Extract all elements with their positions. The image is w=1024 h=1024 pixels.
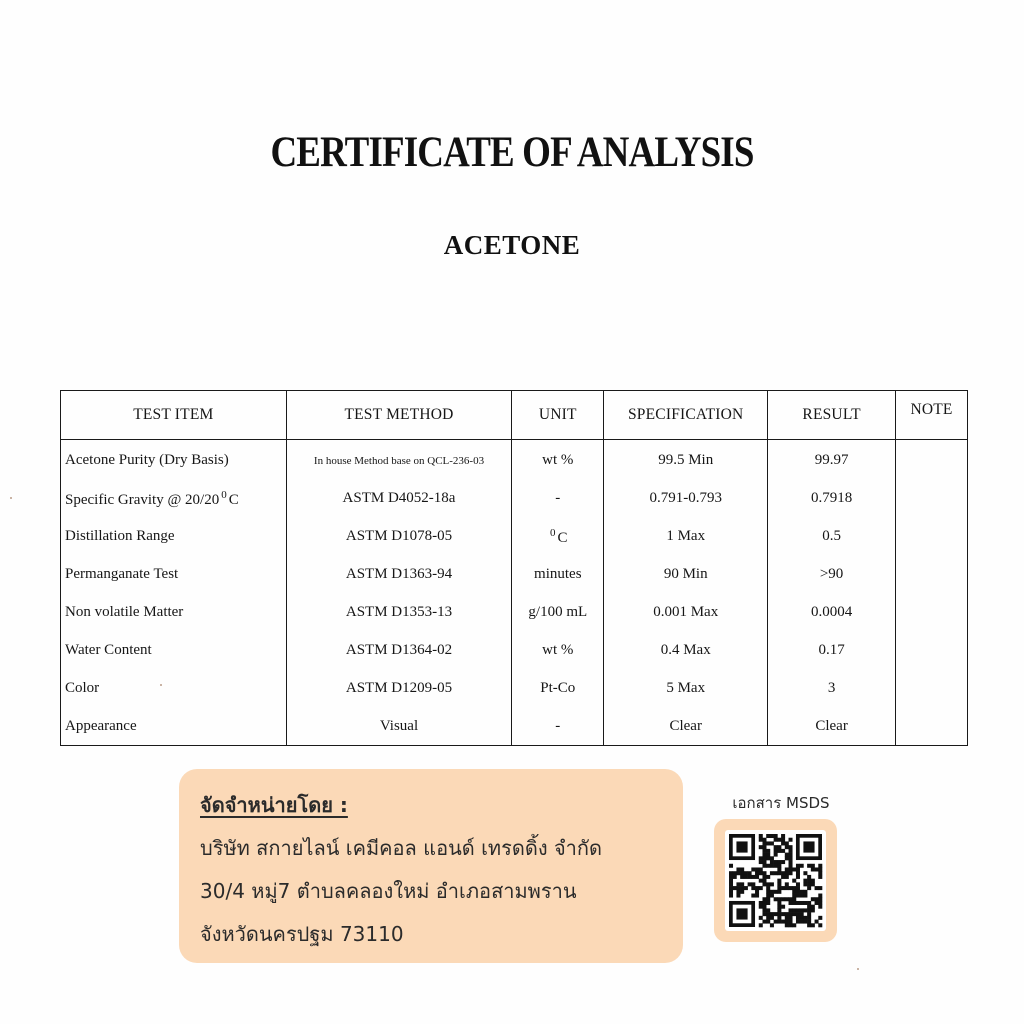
header-unit: UNIT: [512, 391, 604, 440]
analysis-table: [60, 390, 968, 746]
qr-code-graphic: [725, 830, 826, 931]
note-cell: [896, 518, 968, 556]
result-cell: 0.0004: [768, 594, 896, 632]
distributor-province: จังหวัดนครปฐม 73110: [200, 922, 404, 946]
test-item-cell: Acetone Purity (Dry Basis): [61, 440, 287, 480]
degree-superscript: 0: [221, 488, 227, 501]
specification-cell: 90 Min: [604, 556, 768, 594]
table-row: [61, 556, 968, 594]
table-row: [61, 480, 968, 518]
msds-qr-frame[interactable]: [714, 819, 837, 942]
unit-cell: -: [512, 480, 604, 518]
test-item-cell: Color: [61, 669, 287, 707]
header-note: NOTE: [896, 391, 968, 440]
header-specification: SPECIFICATION: [604, 391, 768, 440]
test-method-cell: ASTM D1353-13: [286, 594, 512, 632]
table-row: [61, 631, 968, 669]
specification-cell: 0.791-0.793: [604, 480, 768, 518]
unit-cell: wt %: [512, 440, 604, 480]
test-method-cell: ASTM D1078-05: [286, 518, 512, 556]
scan-speck: [857, 968, 859, 970]
result-cell: 0.7918: [768, 480, 896, 518]
celsius-symbol: C: [228, 491, 239, 508]
celsius-symbol: C: [557, 529, 568, 546]
note-cell: [896, 480, 968, 518]
specification-cell: 0.001 Max: [604, 594, 768, 632]
test-method-cell: ASTM D1209-05: [286, 669, 512, 707]
header-result: RESULT: [768, 391, 896, 440]
specification-cell: 1 Max: [604, 518, 768, 556]
result-cell: 99.97: [768, 440, 896, 480]
scan-speck: [160, 684, 162, 686]
unit-cell: Pt-Co: [512, 669, 604, 707]
result-cell: >90: [768, 556, 896, 594]
document-subtitle: ACETONE: [443, 230, 581, 260]
distributor-heading: จัดจำหน่ายโดย :: [200, 793, 348, 817]
result-cell: Clear: [768, 707, 896, 745]
test-item-cell: Non volatile Matter: [61, 594, 287, 632]
unit-cell: minutes: [512, 556, 604, 594]
result-cell: 3: [768, 669, 896, 707]
header-test-item: TEST ITEM: [61, 391, 287, 440]
result-cell: 0.5: [768, 518, 896, 556]
table-row: [61, 669, 968, 707]
test-method-cell: Visual: [286, 707, 512, 745]
specification-cell: Clear: [604, 707, 768, 745]
distributor-address: 30/4 หมู่7 ตำบลคลองใหม่ อำเภอสามพราน: [200, 879, 577, 903]
test-item-cell: Appearance: [61, 707, 287, 745]
test-item-cell: Permanganate Test: [61, 556, 287, 594]
note-cell: [896, 631, 968, 669]
header-test-method: TEST METHOD: [286, 391, 512, 440]
specification-cell: 0.4 Max: [604, 631, 768, 669]
test-method-cell: In house Method base on QCL-236-03: [286, 440, 512, 480]
unit-cell: [512, 518, 604, 556]
test-method-cell: ASTM D4052-18a: [286, 480, 512, 518]
distributor-box: [179, 769, 683, 963]
table-row: [61, 707, 968, 745]
distributor-company: บริษัท สกายไลน์ เคมีคอล แอนด์ เทรดดิ้ง จำกัด: [200, 836, 603, 860]
test-item-text: Specific Gravity @ 20/20: [65, 491, 220, 508]
table-header-row: [61, 391, 968, 440]
document-title: CERTIFICATE OF ANALYSIS: [270, 129, 754, 176]
test-item-cell: [61, 480, 287, 518]
specification-cell: 99.5 Min: [604, 440, 768, 480]
unit-cell: g/100 mL: [512, 594, 604, 632]
scan-speck: [10, 497, 12, 499]
test-item-cell: Water Content: [61, 631, 287, 669]
unit-cell: -: [512, 707, 604, 745]
test-method-cell: ASTM D1363-94: [286, 556, 512, 594]
table-row: [61, 594, 968, 632]
table-row: [61, 518, 968, 556]
msds-label: เอกสาร MSDS: [732, 794, 830, 812]
test-item-cell: Distillation Range: [61, 518, 287, 556]
note-cell: [896, 440, 968, 480]
unit-cell: wt %: [512, 631, 604, 669]
result-cell: 0.17: [768, 631, 896, 669]
specification-cell: 5 Max: [604, 669, 768, 707]
degree-superscript: 0: [550, 526, 556, 539]
note-cell: [896, 707, 968, 745]
table-row: [61, 440, 968, 480]
qr-code-icon[interactable]: [725, 830, 826, 931]
test-method-cell: ASTM D1364-02: [286, 631, 512, 669]
note-cell: [896, 556, 968, 594]
note-cell: [896, 669, 968, 707]
note-cell: [896, 594, 968, 632]
